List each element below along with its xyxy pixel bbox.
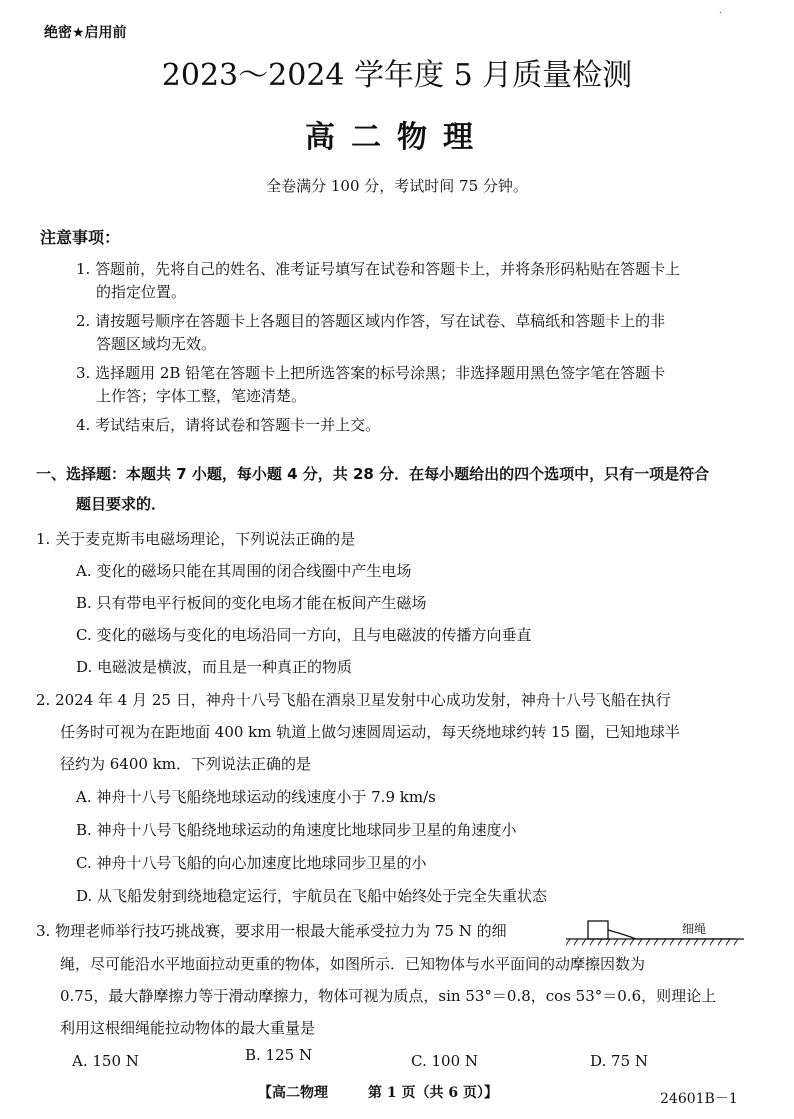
q3-stem-line-1: 3. 物理老师举行技巧挑战赛，要求用一根最大能承受拉力为 75 N 的细	[36, 922, 507, 940]
q3-option-a: A. 150 N	[72, 1052, 139, 1070]
section-heading: 一、选择题：本题共 7 小题，每小题 4 分，共 28 分．在每小题给出的四个选项中，只有一项是符合	[36, 465, 710, 483]
q3-figure	[566, 913, 746, 961]
q1-option-d: D. 电磁波是横波，而且是一种真正的物质	[76, 658, 353, 676]
exam-title: 2023～2024 学年度 5 月质量检测	[161, 58, 633, 93]
q1-option-a: A. 变化的磁场只能在其周围的闭合线圈中产生电场	[76, 562, 412, 580]
subject-title: 高二物理	[305, 120, 489, 155]
q2-stem-line-1: 2. 2024 年 4 月 25 日，神舟十八号飞船在酒泉卫星发射中心成功发射，神舟十八号飞船在执行	[36, 691, 671, 709]
q2-option-d: D. 从飞船发射到绕地稳定运行，宇航员在飞船中始终处于完全失重状态	[76, 887, 548, 905]
footer-page: 第 1 页（共 6 页）】	[368, 1085, 498, 1101]
footer-subject: 【高二物理	[258, 1085, 328, 1101]
confidential-mark: 绝密★启用前	[44, 25, 127, 41]
q2-option-b: B. 神舟十八号飞船绕地球运动的角速度比地球同步卫星的角速度小	[76, 821, 517, 839]
q3-option-b: B. 125 N	[245, 1046, 313, 1064]
notice-item-2-line-1: 2. 请按题号顺序在答题卡上各题目的答题区域内作答，写在试卷、草稿纸和答题卡上的非	[76, 312, 666, 330]
notice-item-3-line-2: 上作答；字体工整，笔迹清楚。	[96, 387, 307, 405]
notice-item-1-line-2: 的指定位置。	[96, 283, 187, 301]
notice-item-2-line-2: 答题区域均无效。	[96, 335, 217, 353]
q3-stem-line-3: 0.75，最大静摩擦力等于滑动摩擦力，物体可视为质点，sin 53°＝0.8，cos 53°＝0.6，则理论上	[60, 987, 717, 1005]
q2-stem-line-3: 径约为 6400 km．下列说法正确的是	[60, 755, 312, 773]
q3-stem-line-2: 绳，尽可能沿水平地面拉动更重的物体，如图所示．已知物体与水平面间的动摩擦因数为	[60, 955, 646, 973]
notice-item-1-line-1: 1. 答题前，先将自己的姓名、准考证号填写在试卷和答题卡上，并将条形码粘贴在答题卡上	[76, 260, 681, 278]
q1-option-b: B. 只有带电平行板间的变化电场才能在板间产生磁场	[76, 594, 427, 612]
ground-hatching	[566, 939, 738, 945]
exam-info: 全卷满分 100 分，考试时间 75 分钟。	[266, 177, 528, 195]
q2-option-a: A. 神舟十八号飞船绕地球运动的线速度小于 7.9 km/s	[76, 788, 436, 806]
notice-title: 注意事项：	[40, 228, 121, 247]
q1-option-c: C. 变化的磁场与变化的电场沿同一方向，且与电磁波的传播方向垂直	[76, 626, 532, 644]
q3-stem-line-4: 利用这根细绳能拉动物体的最大重量是	[60, 1019, 316, 1037]
q2-stem-line-2: 任务时可视为在距地面 400 km 轨道上做匀速圆周运动，每天绕地球约转 15 圈，已知地球半	[60, 723, 680, 741]
notice-item-3-line-1: 3. 选择题用 2B 铅笔在答题卡上把所选答案的标号涂黑；非选择题用黑色签字笔在答题卡	[76, 364, 666, 382]
rope-label: 细绳	[682, 922, 707, 936]
q3-option-d: D. 75 N	[590, 1052, 649, 1070]
corner-mark: ·	[718, 8, 722, 19]
notice-item-4: 4. 考试结束后，请将试卷和答题卡一并上交。	[76, 416, 381, 434]
q2-option-c: C. 神舟十八号飞船的向心加速度比地球同步卫星的小	[76, 854, 427, 872]
q3-option-c: C. 100 N	[411, 1052, 479, 1070]
block-shape	[588, 921, 608, 939]
footer-code: 24601B－1	[660, 1091, 738, 1107]
q1-stem: 1. 关于麦克斯韦电磁场理论，下列说法正确的是	[36, 530, 356, 548]
section-heading-cont: 题目要求的．	[76, 495, 167, 513]
rope-line	[608, 930, 736, 939]
